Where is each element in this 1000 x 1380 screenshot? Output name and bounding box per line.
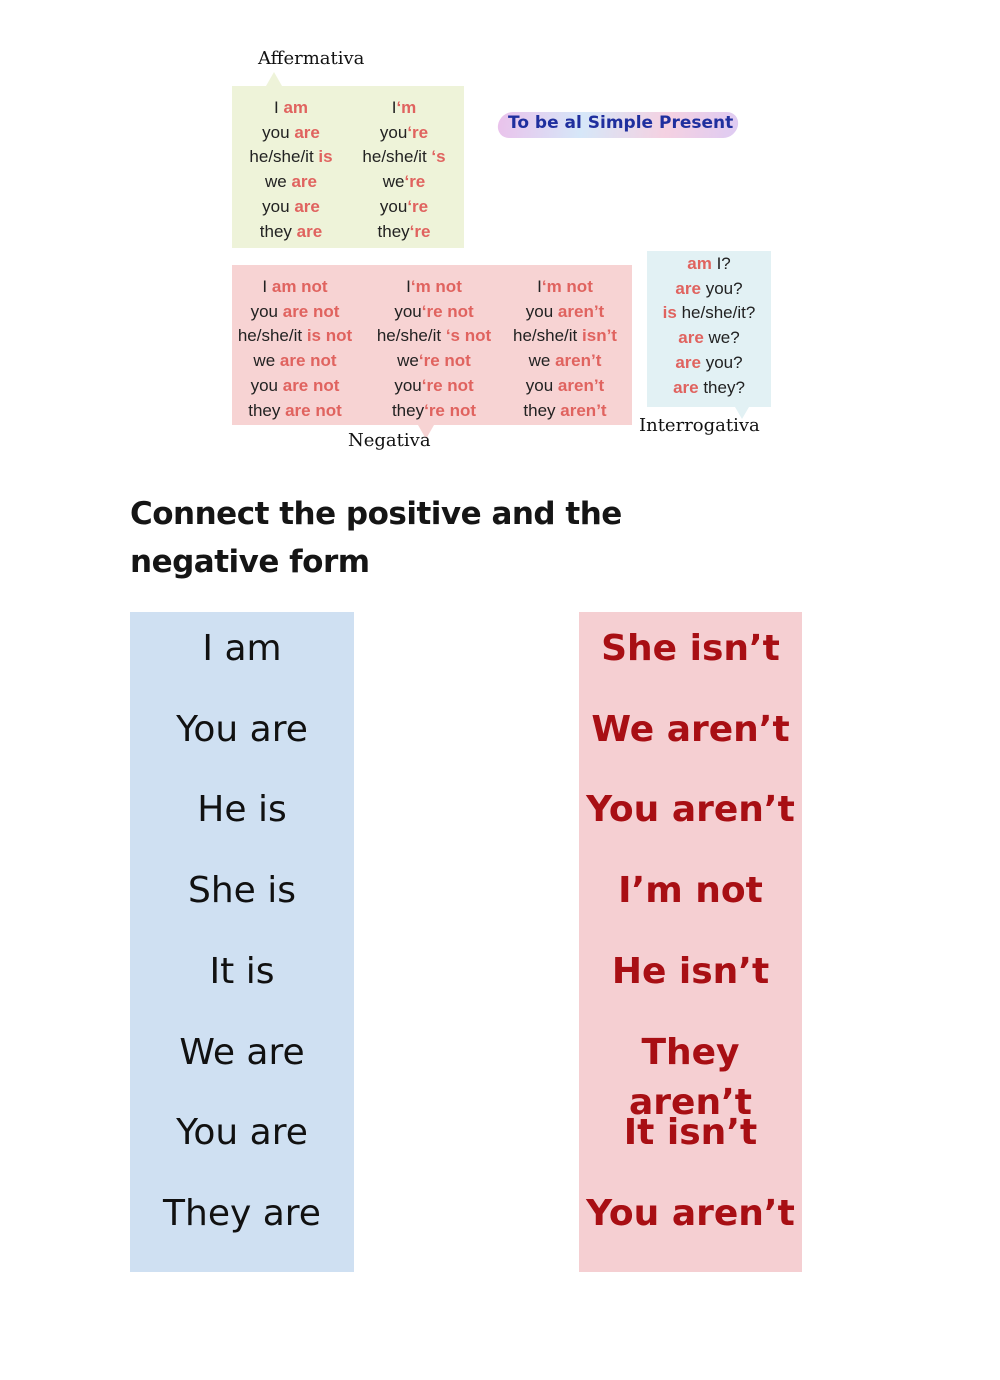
subject-text: we	[265, 172, 287, 192]
negativa-short2-row	[504, 324, 626, 349]
subject-text: they	[259, 221, 292, 241]
subject-text: you	[250, 301, 278, 321]
verb-text: aren’t	[557, 301, 605, 321]
negative-item[interactable]: He isn’t	[611, 950, 770, 992]
verb-text: am	[283, 98, 309, 117]
negativa-full-row	[232, 349, 358, 374]
subject-text: we	[528, 351, 551, 371]
title-badge	[498, 108, 744, 142]
subject-text: I	[273, 98, 279, 117]
subject-text: they	[391, 400, 425, 420]
verb-text: ‘s	[431, 147, 446, 167]
subject-text: we	[382, 172, 405, 192]
negativa-short1-column	[370, 275, 498, 423]
subject-text: they	[377, 221, 410, 241]
negativa-full-row	[232, 275, 358, 300]
verb-text: ‘re not	[421, 301, 474, 321]
negativa-short1-row	[370, 399, 498, 424]
subject-text: I?	[716, 254, 731, 273]
positive-column	[130, 612, 354, 1272]
verb-text: ‘re not	[418, 351, 471, 371]
verb-text: aren’t	[555, 351, 602, 371]
heading-line-2: negative form	[130, 544, 370, 580]
verb-text: are not	[279, 351, 337, 371]
subject-text: we?	[708, 328, 740, 348]
verb-text: aren’t	[560, 400, 607, 420]
verb-text: ‘re	[404, 172, 426, 192]
verb-text: ‘m not	[410, 277, 462, 296]
negative-item[interactable]: They aren’t	[629, 1031, 752, 1123]
verb-text: is	[318, 147, 333, 167]
subject-text: they	[523, 400, 556, 420]
negative-item[interactable]: We aren’t	[591, 708, 790, 750]
subject-text: I	[406, 277, 411, 296]
negativa-short1-row	[370, 349, 498, 374]
affermativa-full-column	[236, 96, 346, 244]
exercise-heading	[130, 490, 690, 586]
verb-text: are	[678, 328, 704, 348]
subject-text: you	[379, 122, 408, 142]
negativa-short2-row	[504, 275, 626, 300]
verb-text: am	[687, 254, 712, 273]
negative-column	[579, 612, 802, 1272]
subject-text: he/she/it	[376, 326, 442, 346]
subject-text: you?	[705, 352, 743, 372]
subject-text: they	[248, 400, 281, 420]
verb-text: ‘re	[407, 196, 429, 216]
verb-text: am not	[271, 277, 328, 296]
interrogativa-row	[647, 326, 771, 351]
positive-item[interactable]: You are	[176, 1112, 308, 1154]
subject-text: he/she/it	[237, 326, 303, 346]
verb-text: are not	[285, 400, 342, 420]
subject-text: you	[525, 301, 554, 321]
affermativa-short-row	[352, 145, 456, 170]
positive-item[interactable]: They are	[163, 1192, 321, 1234]
subject-text: you	[262, 122, 290, 142]
interrogativa-row	[647, 277, 771, 302]
affermativa-full-row	[236, 195, 346, 220]
interrogativa-label: Interrogativa	[639, 415, 760, 436]
subject-text: you?	[705, 278, 743, 298]
affermativa-short-row	[352, 96, 456, 121]
negativa-full-column	[232, 275, 358, 423]
negative-item[interactable]: She isn’t	[601, 628, 780, 669]
subject-text: I	[262, 277, 268, 296]
verb-text: is	[662, 303, 677, 323]
negative-item[interactable]: It isn’t	[623, 1112, 758, 1154]
negativa-table	[232, 265, 632, 425]
interrogativa-table	[647, 251, 771, 407]
subject-text: you	[525, 375, 554, 395]
subject-text: I	[537, 277, 542, 296]
subject-text: he/she/it?	[681, 303, 756, 323]
negativa-full-row	[232, 324, 358, 349]
subject-text: you	[394, 375, 422, 395]
affermativa-table	[232, 86, 464, 248]
interrogativa-row	[647, 351, 771, 376]
verb-text: are	[294, 196, 320, 216]
verb-text: ‘re	[407, 122, 429, 142]
title-badge-text: To be al Simple Present	[508, 113, 734, 133]
positive-item[interactable]: I am	[202, 628, 282, 669]
interrogativa-row	[647, 252, 771, 277]
negativa-short1-row	[370, 300, 498, 325]
affermativa-short-row	[352, 170, 456, 195]
negativa-full-row	[232, 374, 358, 399]
affermativa-full-row	[236, 145, 346, 170]
verb-text: are	[675, 352, 701, 372]
verb-text: ‘m not	[541, 277, 593, 296]
subject-text: we	[253, 351, 276, 371]
subject-text: he/she/it	[362, 147, 427, 167]
verb-text: is not	[306, 326, 353, 346]
subject-text: you	[379, 196, 408, 216]
verb-text: are	[296, 221, 323, 241]
affermativa-short-column	[352, 96, 456, 244]
negativa-short2-column	[504, 275, 626, 423]
verb-text: ‘m	[396, 98, 417, 117]
verb-text: are	[294, 122, 320, 142]
interrogativa-row	[647, 301, 771, 326]
verb-text: ‘s not	[445, 326, 492, 346]
positive-item[interactable]: It is	[209, 950, 275, 992]
affermativa-label: Affermativa	[258, 48, 365, 69]
verb-text: are not	[282, 375, 340, 395]
affermativa-short-row	[352, 220, 456, 245]
affermativa-short-row	[352, 121, 456, 146]
interrogativa-column	[647, 252, 771, 400]
subject-text: you	[394, 301, 422, 321]
negativa-label: Negativa	[348, 430, 431, 451]
negativa-short2-row	[504, 399, 626, 424]
verb-text: ‘re not	[424, 400, 477, 420]
affermativa-full-row	[236, 96, 346, 121]
negative-item[interactable]: You aren’t	[586, 789, 795, 831]
negativa-short2-row	[504, 374, 626, 399]
heading-line-1: Connect the positive and the	[130, 496, 622, 532]
subject-text: they?	[703, 377, 745, 397]
negativa-short1-row	[370, 275, 498, 300]
subject-text: he/she/it	[249, 147, 314, 167]
affermativa-full-row	[236, 220, 346, 245]
subject-text: you	[262, 196, 290, 216]
verb-text: are not	[282, 301, 340, 321]
affermativa-full-row	[236, 170, 346, 195]
verb-text: isn’t	[582, 326, 617, 346]
negativa-full-row	[232, 300, 358, 325]
affermativa-full-row	[236, 121, 346, 146]
negativa-full-row	[232, 399, 358, 424]
affermativa-short-row	[352, 195, 456, 220]
subject-text: I	[391, 98, 397, 117]
positive-item[interactable]: She is	[187, 870, 297, 912]
verb-text: are	[675, 278, 701, 298]
positive-item[interactable]: You are	[176, 708, 308, 750]
negativa-short2-row	[504, 349, 626, 374]
subject-text: you	[250, 375, 278, 395]
interrogativa-row	[647, 376, 771, 401]
positive-item[interactable]: He is	[197, 789, 287, 831]
verb-text: aren’t	[557, 375, 605, 395]
negativa-short2-row	[504, 300, 626, 325]
verb-text: ‘re	[409, 221, 431, 241]
verb-text: are	[291, 172, 317, 192]
subject-text: he/she/it	[513, 326, 578, 346]
verb-text: are	[673, 377, 699, 397]
negativa-short1-row	[370, 374, 498, 399]
negativa-short1-row	[370, 324, 498, 349]
negative-item[interactable]: You aren’t	[586, 1192, 795, 1234]
positive-item[interactable]: We are	[179, 1031, 305, 1073]
subject-text: we	[397, 351, 419, 371]
verb-text: ‘re not	[421, 375, 474, 395]
negative-item[interactable]: I’m not	[618, 870, 763, 912]
